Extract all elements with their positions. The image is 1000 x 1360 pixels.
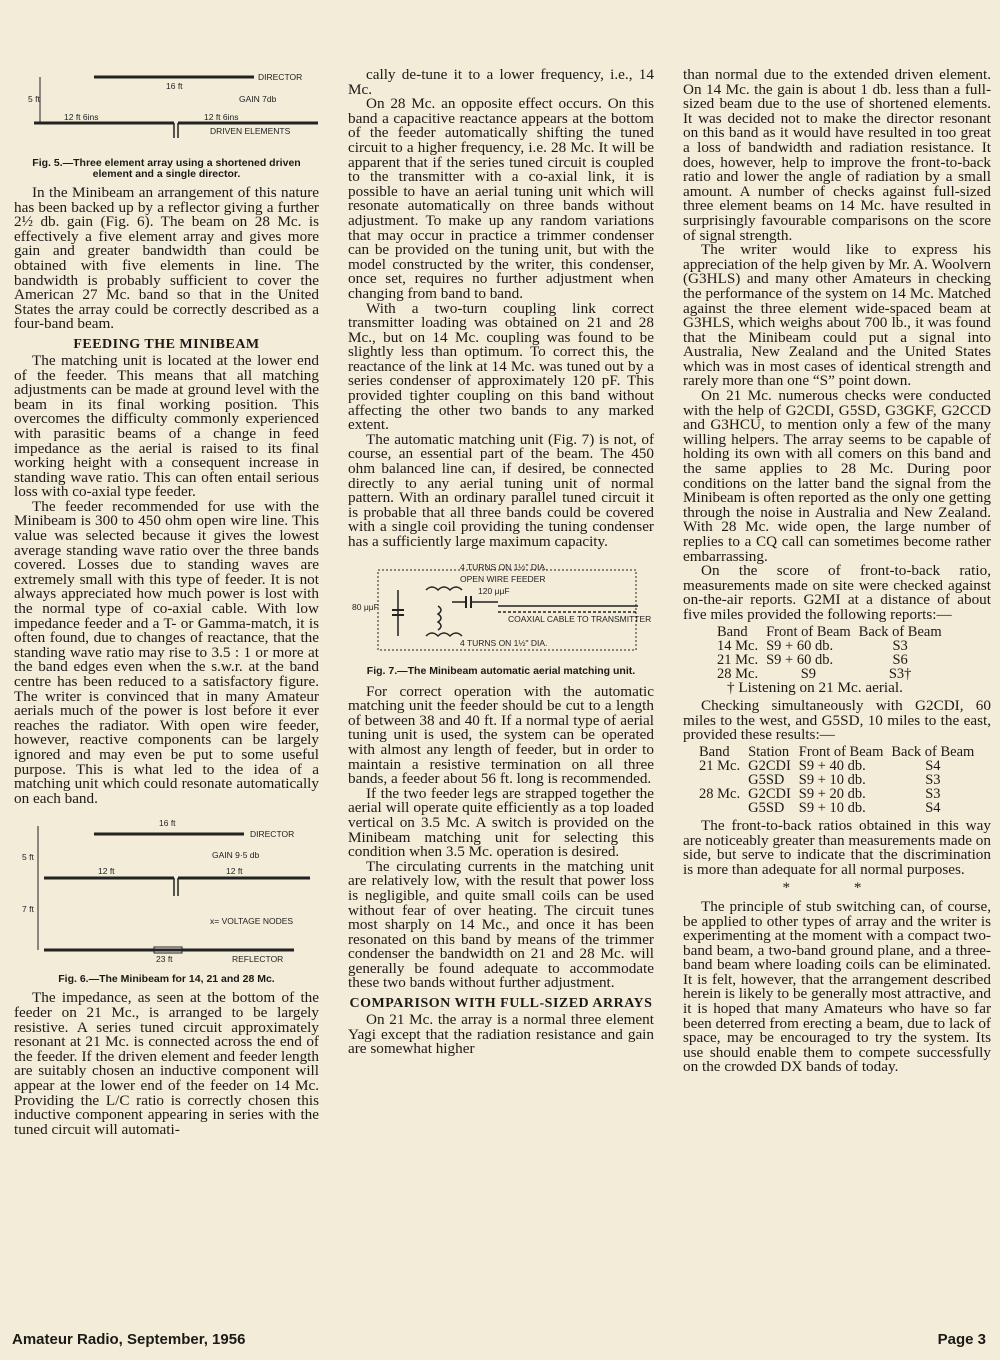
- fig5-right-len-label: 12 ft 6ins: [204, 112, 239, 122]
- table-row: 28 Mc. S9 S3†: [717, 665, 912, 682]
- table-row: G5SD S9 + 10 db. S3: [748, 771, 941, 788]
- figure-5: [14, 68, 319, 180]
- fig7-cap80-label: 80 μμF: [352, 601, 379, 612]
- footer-page-number: Page 3: [937, 1331, 986, 1348]
- reports-table-simultaneous: [695, 745, 978, 815]
- fig5-len16-label: 16 ft: [166, 81, 183, 91]
- table-header: Band: [717, 623, 748, 640]
- paragraph: cally de-tune it to a lower frequency, i.e., 14 Mc.: [348, 66, 654, 98]
- fig5-height-label: 5 ft: [28, 94, 40, 104]
- fig6-right-len-label: 12 ft: [226, 866, 243, 877]
- fig7-coax-label: COAXIAL CABLE TO TRANSMITTER: [508, 613, 652, 624]
- fig5-driven-label: DRIVEN ELEMENTS: [210, 126, 291, 136]
- table-header: Front of Beam: [766, 623, 851, 640]
- paragraph: On 28 Mc. an opposite effect occurs. On this band a capacitive reactance appears at the bottom of the feeder automatically shifting the tuned circuit to a higher frequency, i.e. 28 Mc. It will be apparent that if the series tuned circuit is coupled to the transmitter with a co-axial link, it is possible to have an aerial tuning unit which will resonate automatically on three bands without adjustment. To make up any random variations that may occur in practice a trimmer condenser can be provided on the tuning unit, but with the model constructed by the writer, this condenser, once set, requires no further adjustment when changing from band to band.: [348, 95, 654, 302]
- table-row: 14 Mc. S9 + 60 db. S3: [717, 637, 908, 654]
- fig6-height5-label: 5 ft: [22, 852, 34, 863]
- coil-top: [426, 587, 462, 590]
- fig6-nodes-label: x= VOLTAGE NODES: [210, 916, 294, 927]
- figure-7-diagram: [348, 560, 654, 664]
- column-2: [348, 68, 654, 1057]
- footer-publication: Amateur Radio, September, 1956: [12, 1331, 246, 1348]
- figure-7: [348, 560, 654, 677]
- fig6-reflector-label: REFLECTOR: [232, 954, 284, 965]
- table-header: Back of Beam: [858, 623, 942, 640]
- paragraph: The feeder recommended for use with the Minibeam is 300 to 450 ohm open wire line. This value was selected because it gives the lowest average standing wave ratio over the three bands covered. Losses due to standing waves are extremely small with this type of feeder. It is not always appreciated how much power is lost with the normal type of co-axial cable. With low impedance feeder and a T- or Gamma-match, it is often found, due to changes of reactance, that the standing wave ratio may rise to 3.5 : 1 or more at the band edges even when the s.w.r. at the band centre has been reduced to a satisfactory figure. The writer is convinced that in many Amateur aerials much of the power is lost before it ever reaches the radiator. With open wire feeder, however, reactive components can be largely ignored and may even be put to some useful purpose. This is what led to the idea of a matching unit which could resonate automatically on each band.: [14, 497, 319, 807]
- fig6-director-label: DIRECTOR: [250, 829, 295, 840]
- reports-table-g2mi: [713, 625, 946, 681]
- paragraph: The principle of stub switching can, of course, be applied to other types of array and the writer is experimenting at the moment with a compact two-band beam, a two-band ground plane, and a three-band beam where loading coils can be eliminated. It is felt, however, that the arrangement described herein is likely to be generally most attractive, and it is hoped that many Amateurs who have so far been deterred from erecting a beam, due to lack of space, may be encouraged to try the system. Its use should enable them to compete successfully on the crowded DX bands of today.: [683, 897, 991, 1076]
- table-row: 21 Mc. S9 + 60 db. S6: [717, 651, 908, 668]
- paragraph: In the Minibeam an arrangement of this nature has been backed up by a reflector giving a further 2½ db. gain (Fig. 6). The beam on 28 Mc. is effectively a five element array and gives more gain and greater bandwidth than could be obtained with five elements in line. The bandwidth is probably sufficient to cover the American 27 Mc. band so that in the United States the array could be correctly described as a four-band beam.: [14, 184, 319, 333]
- fig6-height7-label: 7 ft: [22, 904, 34, 915]
- fig5-director-label: DIRECTOR: [258, 72, 303, 82]
- paragraph: On 21 Mc. numerous checks were conducted with the help of G2CDI, G5SD, G3GKF, G2CCD and G3HCU, to mention only a few of the many willing helpers. The array seems to be capable of holding its own with all comers on this band and the same applies to 28 Mc. During poor conditions on the latter band the signal from the Minibeam is often reported as the only one getting through the noise in Australia and New Zealand. With 28 Mc. wide open, the large number of replies to a CQ call can sometimes become rather embarrassing.: [683, 387, 991, 565]
- paragraph: The matching unit is located at the lower end of the feeder. This means that all matching adjustments can be made at ground level with the beam in its final working position. This overcomes the difficulty commonly experienced with parasitic beams of a change in feed impedance as the aerial is raised to its final working height with a consequent increase in standing wave ratio. This can often entail serious loss with co-axial type feeder.: [14, 351, 319, 501]
- fig7-turns-top-label: 4 TURNS ON 1½" DIA.: [460, 561, 548, 572]
- fig6-len23-label: 23 ft: [156, 954, 173, 965]
- figure-6: [14, 820, 319, 985]
- fig6-len16-label: 16 ft: [159, 820, 176, 829]
- figure-6-diagram: [14, 820, 319, 972]
- coil-bottom: [426, 633, 462, 636]
- fig5-left-len-label: 12 ft 6ins: [64, 112, 99, 122]
- fig7-open-wire-label: OPEN WIRE FEEDER: [460, 573, 546, 584]
- paragraph: The automatic matching unit (Fig. 7) is not, of course, an essential part of the beam. The 450 ohm balanced line can, if desired, be connected directly to any aerial tuning unit of normal pattern. With an ordinary parallel tuned circuit it is probable that all three bands could be covered with a single coil providing the tuning condenser has a sufficiently large maximum capacity.: [348, 430, 654, 550]
- paragraph: than normal due to the extended driven element. On 14 Mc. the gain is about 1 db. less than a full-sized beam due to the use of shortened elements. It was decided not to make the director resonant on this band as it would have resulted in too great a loss of bandwidth and radiation resistance. It does, however, help to improve the front-to-back ratio and lower the angle of radiation by a small amount. A number of checks against full-sized three element beams on 14 Mc. have resulted in surprisingly favourable comparisons on the score of signal strength.: [683, 66, 991, 244]
- section-heading: COMPARISON WITH FULL-SIZED ARRAYS: [349, 996, 653, 1012]
- table-header: Front of Beam: [798, 743, 884, 760]
- paragraph: If the two feeder legs are strapped together the aerial will operate quite efficiently as a top loaded vertical on 3.5 Mc. A switch is provided on the Minibeam matching unit for selecting this condition when 3.5 Mc. operation is desired.: [348, 784, 654, 861]
- paragraph: For correct operation with the automatic matching unit the feeder should be cut to a length of between 38 and 40 ft. If a normal type of aerial tuning unit is used, the system can be operated with almost any length of feeder, but in order to maintain a resistive termination on all three bands, a feeder about 56 ft. long is recommended.: [348, 682, 654, 788]
- table-header: Band: [699, 743, 730, 760]
- column-1: [14, 68, 319, 1137]
- table-row: 21 Mc. G2CDI S9 + 40 db. S4: [699, 757, 941, 774]
- section-heading: FEEDING THE MINIBEAM: [73, 336, 260, 352]
- fig6-gain-label: GAIN 9·5 db: [212, 850, 260, 861]
- fig5-gain-label: GAIN 7db: [239, 94, 277, 104]
- coupling-link: [438, 606, 441, 630]
- figure-6-caption: Fig. 6.—The Minibeam for 14, 21 and 28 Mc.: [58, 973, 275, 986]
- column-3: [683, 68, 991, 1075]
- table-header: Back of Beam: [891, 743, 975, 760]
- paragraph: On 21 Mc. the array is a normal three element Yagi except that the radiation resistance and gain are somewhat higher: [348, 1011, 654, 1058]
- paragraph: Checking simultaneously with G2CDI, 60 miles to the west, and G5SD, 10 miles to the east, provided these results:—: [683, 697, 991, 744]
- fig6-left-len-label: 12 ft: [98, 866, 115, 877]
- fig7-cap120-label: 120 μμF: [478, 585, 510, 596]
- section-break: * *: [782, 879, 892, 897]
- table-footnote: † Listening on 21 Mc. aerial.: [727, 678, 903, 696]
- paragraph: The circulating currents in the matching unit are relatively low, with the result that power loss is negligible, and quite small coils can be used without fear of over heating. The circuit tunes most sharply on 14 Mc., and once it has been resonated on this band by means of the trimmer condenser the bandwidth on 21 and 28 Mc. will generally be found adequate to accommodate these two bands without further adjustment.: [348, 857, 654, 992]
- paragraph: The impedance, as seen at the bottom of the feeder on 21 Mc., is arranged to be largely resistive. A series tuned circuit approximately resonant at 21 Mc. is connected across the end of the feeder. If the driven element and feeder length are suitably chosen an inductive component will appear at the lower end of the feeder on 14 Mc. Providing the L/C ratio is correctly chosen this inductive component appearing in series with the tuned circuit will automati-: [14, 989, 319, 1138]
- table-row: 28 Mc. G2CDI S9 + 20 db. S3: [699, 785, 941, 802]
- paragraph: The writer would like to express his appreciation of the help given by Mr. A. Woolvern (G3HLS) and many other Amateurs in checking the performance of the system on 14 Mc. Matched against the three element wide-spaced beam at G3HLS, which weighs about 700 lb., it was found that the Minibeam could put a signal into Australia, New Zealand and the United States which was in most cases of identical strength and rarely more than one “S” point down.: [683, 241, 991, 390]
- paragraph: On the score of front-to-back ratio, measurements made on site were checked against on-the-air reports. G2MI at a distance of about five miles provided the following reports:—: [683, 562, 991, 623]
- paragraph: The front-to-back ratios obtained in this way are noticeably greater than measurements made on side, but serve to indicate that the discrimination is more than adequate for all normal purposes.: [683, 816, 991, 878]
- figure-5-caption: Fig. 5.—Three element array using a shortened driven element and a single director.: [32, 157, 301, 180]
- table-row: G5SD S9 + 10 db. S4: [748, 799, 941, 816]
- figure-5-diagram: [14, 68, 319, 156]
- paragraph: With a two-turn coupling link correct transmitter loading was obtained on 21 and 28 Mc., but on 14 Mc. coupling was found to be slightly less than optimum. To correct this, the reactance of the link at 14 Mc. was tuned out by a series condenser of approximately 120 pF. This provided tighter coupling on this band without affecting the other two bands to any marked extent.: [348, 299, 654, 434]
- fig7-turns-bottom-label: 4 TURNS ON 1½" DIA.: [460, 637, 548, 648]
- table-header: Station: [748, 743, 790, 760]
- figure-7-caption: Fig. 7.—The Minibeam automatic aerial matching unit.: [366, 664, 636, 677]
